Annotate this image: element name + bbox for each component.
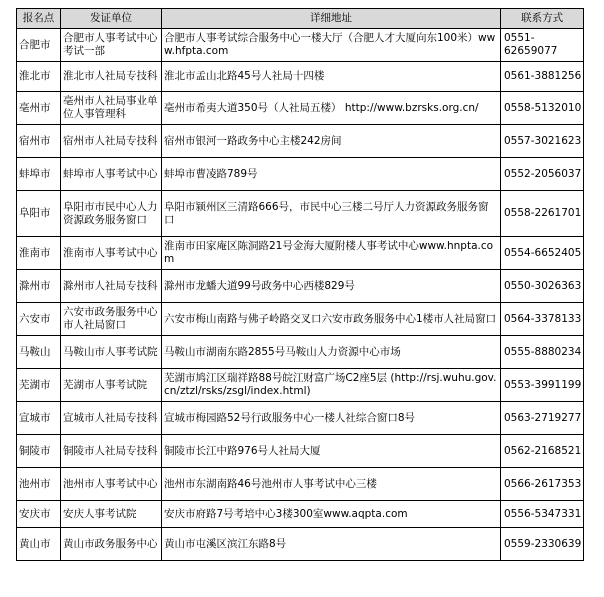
table-row (17, 29, 584, 62)
address-cell: 芜湖市鸠江区瑞祥路88号皖江财富广场C2座5层 (http://rsj.wuhu.gov.cn/ztzl/rsks/zsgl/index.html) (162, 369, 501, 402)
table-row (17, 303, 584, 336)
table-row (17, 158, 584, 191)
table-row (17, 435, 584, 468)
phone-cell: 0555-8880234 (501, 336, 584, 369)
header-phone: 联系方式 (501, 9, 584, 29)
contact-table-container (16, 8, 584, 561)
table-header-row (17, 9, 584, 29)
phone-cell: 0550-3026363 (501, 270, 584, 303)
city-cell: 滁州市 (17, 270, 61, 303)
phone-cell: 0552-2056037 (501, 158, 584, 191)
city-cell: 马鞍山 (17, 336, 61, 369)
city-cell: 池州市 (17, 468, 61, 501)
city-cell: 合肥市 (17, 29, 61, 62)
phone-cell: 0564-3378133 (501, 303, 584, 336)
unit-cell: 蚌埠市人事考试中心 (61, 158, 162, 191)
address-cell: 阜阳市颍州区三清路666号，市民中心三楼二号厅人力资源政务服务窗口 (162, 191, 501, 237)
unit-cell: 池州市人事考试中心 (61, 468, 162, 501)
table-row (17, 336, 584, 369)
phone-cell: 0558-2261701 (501, 191, 584, 237)
address-cell: 铜陵市长江中路976号人社局大厦 (162, 435, 501, 468)
address-cell: 安庆市府路7号考培中心3楼300室www.aqpta.com (162, 501, 501, 528)
header-unit: 发证单位 (61, 9, 162, 29)
address-cell: 蚌埠市曹凌路789号 (162, 158, 501, 191)
phone-cell: 0551-62659077 (501, 29, 584, 62)
unit-cell: 安庆人事考试院 (61, 501, 162, 528)
unit-cell: 芜湖市人事考试院 (61, 369, 162, 402)
phone-cell: 0562-2168521 (501, 435, 584, 468)
phone-cell: 0558-5132010 (501, 92, 584, 125)
unit-cell: 阜阳市市民中心人力资源政务服务窗口 (61, 191, 162, 237)
address-cell: 滁州市龙蟠大道99号政务中心西楼829号 (162, 270, 501, 303)
table-row (17, 468, 584, 501)
table-row (17, 402, 584, 435)
address-cell: 淮北市孟山北路45号人社局十四楼 (162, 62, 501, 92)
unit-cell: 宿州市人社局专技科 (61, 125, 162, 158)
unit-cell: 滁州市人社局专技科 (61, 270, 162, 303)
header-city: 报名点 (17, 9, 61, 29)
contact-table (16, 8, 584, 561)
unit-cell: 宣城市人社局专技科 (61, 402, 162, 435)
city-cell: 宿州市 (17, 125, 61, 158)
phone-cell: 0566-2617353 (501, 468, 584, 501)
phone-cell: 0563-2719277 (501, 402, 584, 435)
city-cell: 亳州市 (17, 92, 61, 125)
address-cell: 宿州市银河一路政务中心主楼242房间 (162, 125, 501, 158)
unit-cell: 淮南市人事考试中心 (61, 237, 162, 270)
table-row (17, 369, 584, 402)
table-row (17, 528, 584, 561)
unit-cell: 淮北市人社局专技科 (61, 62, 162, 92)
address-cell: 亳州市希夷大道350号（人社局五楼） http://www.bzrsks.org.cn/ (162, 92, 501, 125)
table-row (17, 92, 584, 125)
table-row (17, 270, 584, 303)
city-cell: 淮南市 (17, 237, 61, 270)
city-cell: 宣城市 (17, 402, 61, 435)
unit-cell: 黄山市政务服务中心 (61, 528, 162, 561)
table-row (17, 501, 584, 528)
city-cell: 六安市 (17, 303, 61, 336)
unit-cell: 合肥市人事考试中心考试一部 (61, 29, 162, 62)
unit-cell: 亳州市人社局事业单位人事管理科 (61, 92, 162, 125)
phone-cell: 0559-2330639 (501, 528, 584, 561)
city-cell: 阜阳市 (17, 191, 61, 237)
phone-cell: 0553-3991199 (501, 369, 584, 402)
city-cell: 黄山市 (17, 528, 61, 561)
header-address: 详细地址 (162, 9, 501, 29)
unit-cell: 马鞍山市人事考试院 (61, 336, 162, 369)
address-cell: 马鞍山市湖南东路2855号马鞍山人力资源中心市场 (162, 336, 501, 369)
city-cell: 蚌埠市 (17, 158, 61, 191)
address-cell: 宣城市梅园路52号行政服务中心一楼人社综合窗口8号 (162, 402, 501, 435)
city-cell: 安庆市 (17, 501, 61, 528)
table-row (17, 62, 584, 92)
address-cell: 合肥市人事考试综合服务中心一楼大厅（合肥人才大厦向东100米）www.hfpta.com (162, 29, 501, 62)
city-cell: 铜陵市 (17, 435, 61, 468)
address-cell: 池州市东湖南路46号池州市人事考试中心三楼 (162, 468, 501, 501)
city-cell: 芜湖市 (17, 369, 61, 402)
table-row (17, 125, 584, 158)
address-cell: 淮南市田家庵区陈洞路21号金海大厦附楼人事考试中心www.hnpta.com (162, 237, 501, 270)
address-cell: 黄山市屯溪区滨江东路8号 (162, 528, 501, 561)
city-cell: 淮北市 (17, 62, 61, 92)
unit-cell: 六安市政务服务中心市人社局窗口 (61, 303, 162, 336)
phone-cell: 0561-3881256 (501, 62, 584, 92)
address-cell: 六安市梅山南路与佛子岭路交叉口六安市政务服务中心1楼市人社局窗口 (162, 303, 501, 336)
table-row (17, 191, 584, 237)
table-row (17, 237, 584, 270)
unit-cell: 铜陵市人社局专技科 (61, 435, 162, 468)
phone-cell: 0557-3021623 (501, 125, 584, 158)
phone-cell: 0554-6652405 (501, 237, 584, 270)
phone-cell: 0556-5347331 (501, 501, 584, 528)
